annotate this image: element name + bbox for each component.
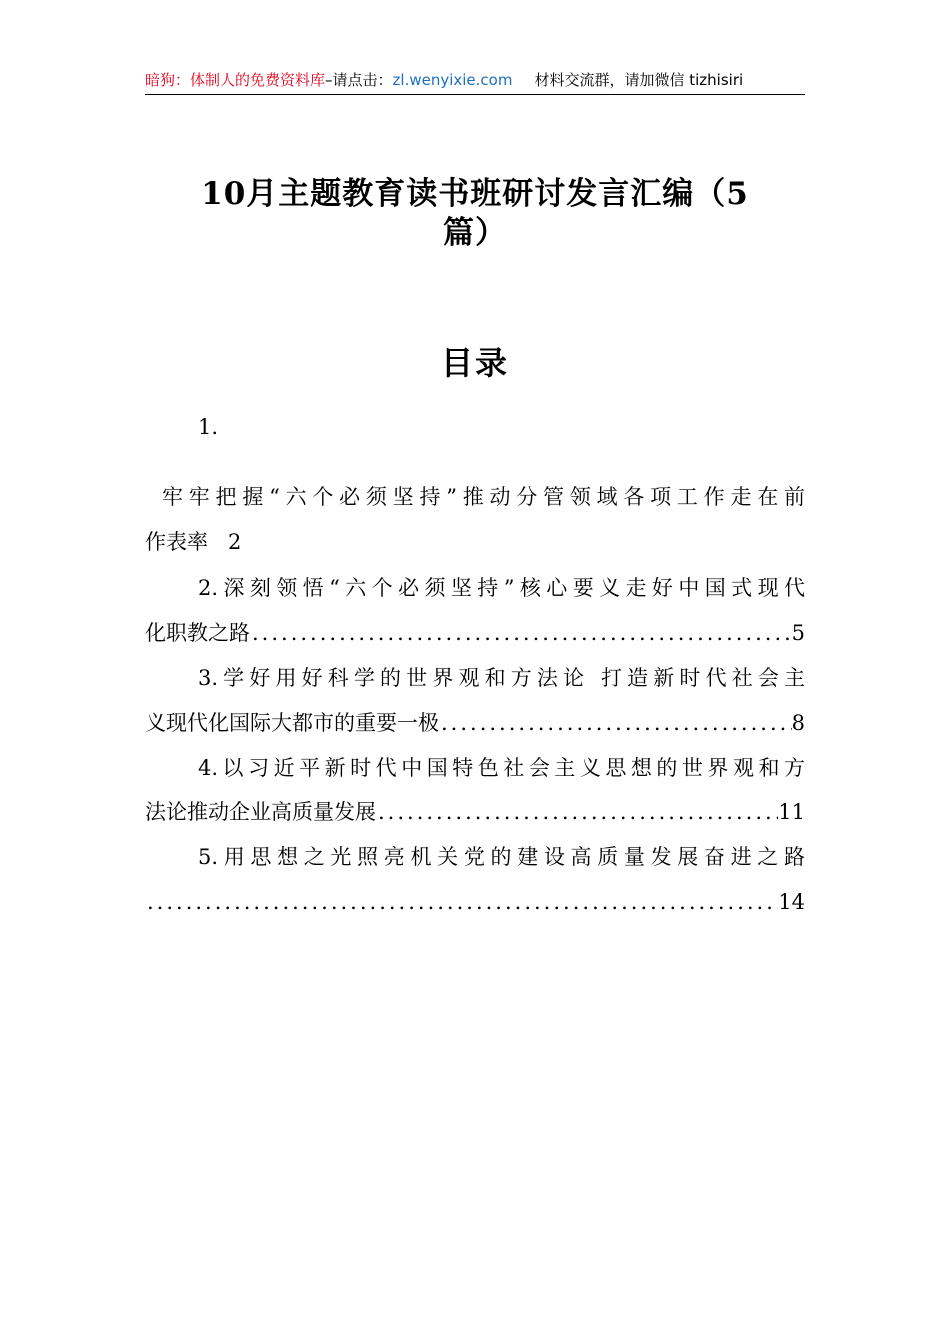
page-header [145,70,805,95]
toc-item2-page: 5 [791,621,805,645]
toc-item2-leader [250,618,792,648]
toc-item4-leader [376,797,778,827]
toc-item4-title-line1[interactable]: 4.以习近平新时代中国特色社会主义思想的世界观和方 [198,756,805,780]
toc-item3-title-line2[interactable] [145,708,805,738]
toc-item2-title-line1[interactable]: 2.深刻领悟“六个必须坚持”核心要义走好中国式现代 [198,576,805,600]
toc-item2-title-text: 化职教之路 [145,621,250,645]
toc-item4-page: 11 [778,800,805,824]
document-title-line1: 10月主题教育读书班研讨发言汇编（5 [201,176,749,212]
site-url-link[interactable]: zl.wenyixie.com [392,71,513,89]
toc-item1-title-line2[interactable] [145,527,805,557]
document-title-line2: 篇） [443,215,507,251]
toc-item1-title-text: 作表率 [145,530,208,554]
toc-item5-title-line2[interactable] [145,887,805,917]
toc-item3-title-line1[interactable]: 3.学好用好科学的世界观和方法论 打造新时代社会主 [198,666,805,690]
toc-item4-title-line2[interactable] [145,797,805,827]
toc-item5-page: 14 [778,890,805,914]
toc-item5-leader [145,887,778,917]
toc-item3-title-text: 义现代化国际大都市的重要一极 [145,711,439,735]
toc-item1-number[interactable]: 1. [198,415,219,439]
toc-heading: 目录 [440,344,509,382]
toc-item1-page: 2 [228,530,242,554]
toc-item1-title-line1[interactable]: 牢牢把握“六个必须坚持”推动分管领域各项工作走在前 [162,485,805,509]
group-info: 材料交流群，请加微信 tizhisiri [534,71,744,89]
site-label: 暗狗：体制人的免费资料库 [145,71,326,89]
click-prompt: –请点击： [325,71,393,89]
toc-item5-title-line1[interactable]: 5.用思想之光照亮机关党的建设高质量发展奋进之路 [198,845,805,869]
toc-item3-page: 8 [791,711,805,735]
toc-item3-leader [439,708,792,738]
toc-item2-title-line2[interactable] [145,618,805,648]
toc-item4-title-text: 法论推动企业高质量发展 [145,800,376,824]
